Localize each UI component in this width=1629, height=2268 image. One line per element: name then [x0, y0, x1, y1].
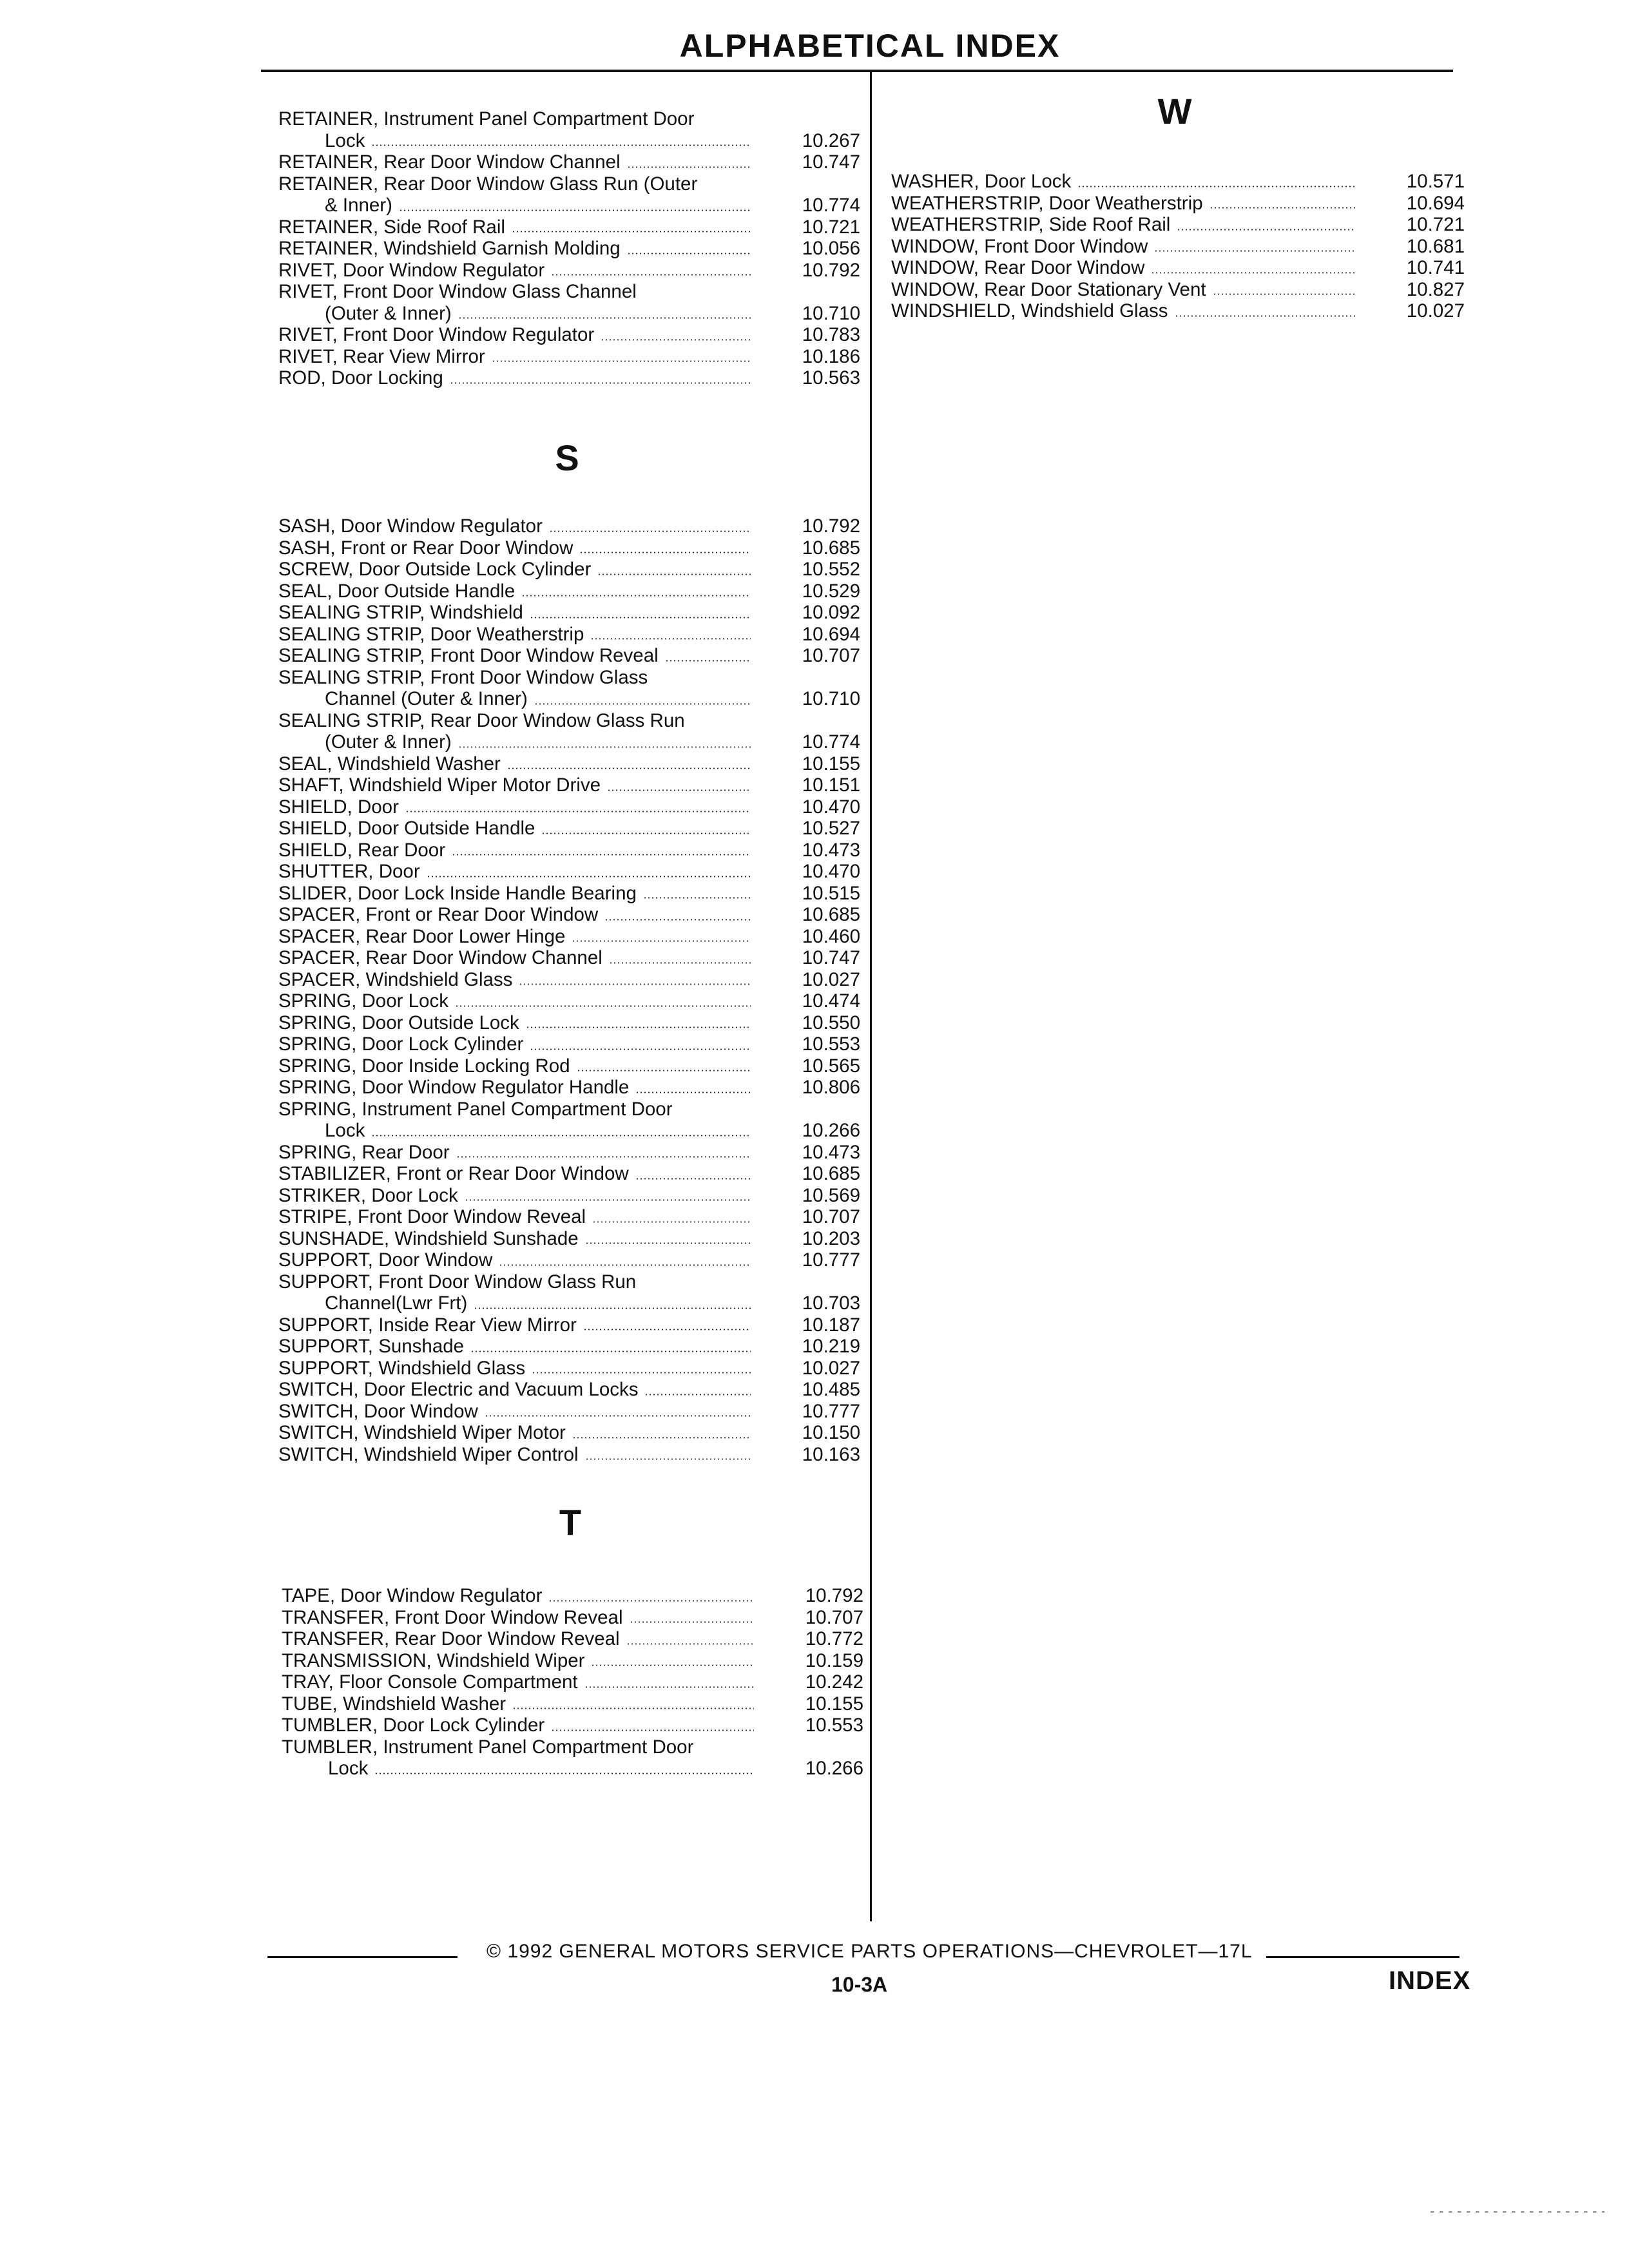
index-section-s: [278, 515, 860, 1465]
entry-term: SCREW, Door Outside Lock Cylinder: [278, 559, 592, 580]
section-label: INDEX: [1389, 1966, 1471, 1995]
entry-term-continued: (Outer & Inner): [325, 302, 452, 324]
dot-leader: [630, 1621, 754, 1623]
entry-term: SPRING, Door Outside Lock: [278, 1012, 519, 1033]
dot-leader: [452, 854, 751, 856]
dot-leader: [530, 1048, 750, 1050]
dot-leader: [604, 919, 751, 921]
entry-page-ref: 10.219: [802, 1336, 860, 1357]
dot-leader: [521, 595, 750, 597]
entry-term: WEATHERSTRIP, Door Weatherstrip: [891, 192, 1203, 214]
index-entry: [278, 151, 860, 173]
entry-term: WINDOW, Rear Door Window: [891, 257, 1145, 278]
entry-term: SWITCH, Door Electric and Vacuum Locks: [278, 1379, 639, 1400]
entry-page-ref: 10.485: [802, 1379, 860, 1400]
page-title: ALPHABETICAL INDEX: [679, 28, 1061, 64]
index-entry: [278, 861, 860, 883]
dot-leader: [534, 703, 751, 705]
dot-leader: [597, 573, 750, 575]
entry-page-ref: 10.685: [802, 904, 860, 925]
index-entry: [278, 774, 860, 796]
entry-term: SPRING, Door Lock Cylinder: [278, 1033, 524, 1055]
dot-leader: [1154, 250, 1354, 252]
dot-leader: [399, 209, 751, 211]
entry-page-ref: 10.186: [802, 345, 860, 367]
index-entry: [278, 1033, 860, 1055]
entry-page-ref: 10.721: [1406, 214, 1465, 235]
index-entry: [278, 1422, 860, 1444]
entry-page-ref: 10.710: [802, 302, 860, 324]
section-letter-w: W: [1157, 91, 1192, 131]
entry-page-ref: 10.774: [802, 195, 860, 216]
index-entry: [278, 216, 860, 238]
index-entry: [278, 1055, 860, 1077]
dot-leader: [635, 1091, 750, 1093]
entry-term: SLIDER, Door Lock Inside Handle Bearing: [278, 882, 637, 904]
entry-term: SPRING, Rear Door: [278, 1141, 450, 1163]
index-entry: [278, 108, 860, 151]
entry-term: SEALING STRIP, Door Weatherstrip: [278, 623, 584, 645]
entry-term: SPRING, Door Inside Locking Rod: [278, 1055, 570, 1077]
entry-page-ref: 10.027: [802, 968, 860, 990]
entry-term: TUMBLER, Instrument Panel Compartment Door: [282, 1736, 694, 1758]
entry-page-ref: 10.792: [805, 1585, 863, 1606]
entry-page-ref: 10.707: [802, 645, 860, 666]
index-section-t: [282, 1585, 863, 1780]
index-entry: [278, 602, 860, 624]
entry-term: TAPE, Door Window Regulator: [282, 1585, 543, 1606]
index-entry: [278, 926, 860, 948]
entry-term: SUNSHADE, Windshield Sunshade: [278, 1227, 579, 1249]
entry-page-ref: 10.550: [802, 1012, 860, 1033]
entry-term: RIVET, Front Door Window Glass Channel: [278, 281, 637, 302]
entry-term: SPACER, Rear Door Lower Hinge: [278, 925, 566, 947]
entry-page-ref: 10.569: [802, 1184, 860, 1206]
dot-leader: [1210, 207, 1355, 209]
footer-rule-left: [267, 1956, 458, 1958]
index-entry: [278, 1163, 860, 1185]
entry-term: TUMBLER, Door Lock Cylinder: [282, 1715, 545, 1736]
entry-page-ref: 10.747: [802, 947, 860, 968]
entry-term: SEAL, Door Outside Handle: [278, 580, 516, 602]
entry-term: SUPPORT, Sunshade: [278, 1336, 465, 1357]
index-entry: [278, 947, 860, 969]
entry-term: RIVET, Door Window Regulator: [278, 259, 545, 281]
entry-page-ref: 10.155: [802, 753, 860, 774]
entry-term: SHIELD, Door Outside Handle: [278, 818, 535, 839]
entry-page-ref: 10.710: [802, 688, 860, 709]
entry-term-continued: Lock: [325, 130, 365, 151]
entry-page-ref: 10.242: [805, 1671, 863, 1693]
entry-page-ref: 10.092: [802, 602, 860, 623]
index-entry: [278, 1206, 860, 1228]
index-entry: [278, 1379, 860, 1401]
index-entry: [278, 324, 860, 346]
entry-page-ref: 10.565: [802, 1055, 860, 1077]
entry-term: SWITCH, Door Window: [278, 1400, 478, 1422]
entry-page-ref: 10.267: [802, 130, 860, 151]
entry-term: RETAINER, Side Roof Rail: [278, 216, 505, 238]
index-entry: [278, 624, 860, 646]
index-entry: [278, 969, 860, 991]
scan-artifact-line: [1431, 2211, 1605, 2213]
dot-leader: [450, 382, 751, 384]
entry-page-ref: 10.266: [802, 1120, 860, 1141]
entry-page-ref: 10.515: [802, 882, 860, 904]
entry-term: SHUTTER, Door: [278, 861, 420, 882]
dot-leader: [532, 1372, 751, 1374]
dot-leader: [548, 1600, 753, 1602]
entry-page-ref: 10.707: [805, 1606, 863, 1628]
dot-leader: [551, 274, 751, 276]
dot-leader: [455, 1005, 751, 1007]
dot-leader: [590, 638, 750, 640]
entry-page-ref: 10.806: [802, 1077, 860, 1098]
entry-page-ref: 10.527: [802, 818, 860, 839]
index-entry: [278, 818, 860, 840]
entry-term-continued: Lock: [325, 1120, 365, 1141]
entry-page-ref: 10.473: [802, 839, 860, 861]
entry-term: SEALING STRIP, Rear Door Window Glass Run: [278, 709, 685, 731]
dot-leader: [405, 811, 751, 812]
dot-leader: [485, 1415, 751, 1417]
index-entry: [278, 1228, 860, 1250]
index-entry: [278, 1336, 860, 1358]
dot-leader: [585, 1242, 751, 1244]
index-entry: [278, 796, 860, 818]
title-rule: [261, 70, 1453, 72]
dot-leader: [549, 530, 751, 532]
entry-term: SEAL, Windshield Washer: [278, 753, 501, 774]
dot-leader: [512, 1707, 754, 1709]
index-entry: [278, 1444, 860, 1466]
entry-term: RIVET, Rear View Mirror: [278, 345, 485, 367]
entry-term: TRANSMISSION, Windshield Wiper: [282, 1649, 585, 1671]
entry-page-ref: 10.552: [802, 559, 860, 580]
index-entry: [278, 904, 860, 926]
dot-leader: [577, 1070, 751, 1072]
dot-leader: [591, 1664, 753, 1666]
index-entry: [278, 367, 860, 389]
entry-page-ref: 10.553: [805, 1715, 863, 1736]
dot-leader: [427, 876, 751, 878]
dot-leader: [456, 1156, 751, 1158]
footer-rule-right: [1266, 1956, 1460, 1958]
dot-leader: [1077, 186, 1355, 187]
entry-term: SUPPORT, Windshield Glass: [278, 1357, 526, 1379]
entry-term: SPACER, Windshield Glass: [278, 968, 513, 990]
entry-page-ref: 10.460: [802, 925, 860, 947]
entry-term: RIVET, Front Door Window Regulator: [278, 324, 595, 345]
dot-leader: [371, 1135, 750, 1137]
entry-term: ROD, Door Locking: [278, 367, 443, 389]
dot-leader: [572, 940, 750, 942]
entry-page-ref: 10.027: [802, 1357, 860, 1379]
dot-leader: [470, 1350, 751, 1352]
entry-term: SUPPORT, Door Window: [278, 1249, 493, 1271]
index-entry: [278, 260, 860, 282]
index-entry: [278, 840, 860, 861]
dot-leader: [583, 1329, 751, 1331]
index-entry: [891, 236, 1465, 258]
dot-leader: [530, 617, 751, 619]
entry-term: WASHER, Door Lock: [891, 171, 1072, 192]
entry-term-continued: (Outer & Inner): [325, 731, 452, 753]
entry-page-ref: 10.707: [802, 1206, 860, 1227]
dot-leader: [499, 1264, 751, 1266]
index-entry: [278, 1314, 860, 1336]
dot-leader: [458, 746, 751, 748]
index-entry: [278, 1099, 860, 1142]
index-entry: [278, 667, 860, 710]
index-entry: [278, 753, 860, 775]
dot-leader: [609, 962, 751, 964]
entry-page-ref: 10.741: [1406, 257, 1465, 278]
entry-term: STABILIZER, Front or Rear Door Window: [278, 1163, 629, 1184]
entry-term-continued: Lock: [328, 1758, 369, 1779]
dot-leader: [465, 1199, 751, 1201]
entry-page-ref: 10.694: [1406, 192, 1465, 214]
entry-term: TRAY, Floor Console Compartment: [282, 1671, 578, 1693]
index-entry: [278, 1077, 860, 1099]
entry-term: TUBE, Windshield Washer: [282, 1693, 506, 1715]
entry-page-ref: 10.474: [802, 990, 860, 1012]
dot-leader: [607, 789, 751, 791]
index-entry: [891, 300, 1465, 322]
index-entry: [278, 1012, 860, 1034]
entry-page-ref: 10.266: [805, 1758, 863, 1779]
entry-term: SASH, Door Window Regulator: [278, 515, 543, 537]
dot-leader: [371, 144, 750, 146]
index-entry: [278, 1401, 860, 1423]
entry-term: SEALING STRIP, Front Door Window Glass: [278, 666, 648, 688]
index-entry: [278, 883, 860, 905]
entry-page-ref: 10.473: [802, 1141, 860, 1163]
dot-leader: [1151, 272, 1354, 274]
entry-page-ref: 10.056: [802, 238, 860, 259]
index-entry: [282, 1671, 863, 1693]
entry-page-ref: 10.681: [1406, 235, 1465, 257]
entry-page-ref: 10.470: [802, 796, 860, 818]
entry-page-ref: 10.783: [802, 324, 860, 345]
index-entry: [278, 1358, 860, 1379]
dot-leader: [458, 317, 751, 319]
entry-term: SWITCH, Windshield Wiper Motor: [278, 1422, 566, 1443]
entry-page-ref: 10.159: [805, 1649, 863, 1671]
entry-page-ref: 10.685: [802, 1163, 860, 1184]
entry-page-ref: 10.150: [802, 1422, 860, 1443]
entry-page-ref: 10.772: [805, 1628, 863, 1649]
entry-page-ref: 10.694: [802, 623, 860, 645]
entry-term: RETAINER, Rear Door Window Glass Run (Outer: [278, 173, 698, 195]
entry-page-ref: 10.703: [802, 1293, 860, 1314]
dot-leader: [512, 231, 751, 233]
index-entry: [282, 1628, 863, 1650]
index-entry: [282, 1736, 863, 1780]
index-entry: [891, 171, 1465, 193]
index-entry: [891, 279, 1465, 301]
entry-term: SPRING, Door Window Regulator Handle: [278, 1077, 630, 1098]
dot-leader: [492, 360, 751, 362]
dot-leader: [579, 552, 750, 553]
index-entry: [278, 537, 860, 559]
dot-leader: [585, 1458, 751, 1460]
entry-page-ref: 10.792: [802, 259, 860, 281]
footer-copyright: © 1992 GENERAL MOTORS SERVICE PARTS OPERATIONS—CHEVROLET—17L: [487, 1941, 1253, 1962]
entry-term: SHIELD, Rear Door: [278, 839, 446, 861]
dot-leader: [541, 832, 750, 834]
index-entry: [278, 173, 860, 216]
index-entry: [282, 1607, 863, 1629]
entry-page-ref: 10.777: [802, 1400, 860, 1422]
entry-term: RETAINER, Windshield Garnish Molding: [278, 238, 621, 259]
dot-leader: [474, 1307, 750, 1309]
entry-term: WINDSHIELD, Windshield Glass: [891, 300, 1168, 322]
entry-page-ref: 10.163: [802, 1443, 860, 1465]
index-entry: [278, 1185, 860, 1207]
dot-leader: [572, 1437, 751, 1439]
entry-page-ref: 10.155: [805, 1693, 863, 1715]
dot-leader: [1177, 229, 1354, 231]
index-entry: [282, 1650, 863, 1672]
index-entry: [278, 281, 860, 324]
entry-page-ref: 10.777: [802, 1249, 860, 1271]
index-entry: [278, 1142, 860, 1164]
index-entry: [282, 1715, 863, 1736]
index-entry: [282, 1693, 863, 1715]
entry-term: SWITCH, Windshield Wiper Control: [278, 1443, 579, 1465]
index-entry: [278, 645, 860, 667]
entry-page-ref: 10.747: [802, 151, 860, 173]
index-entry: [278, 515, 860, 537]
entry-term: STRIPE, Front Door Window Reveal: [278, 1206, 586, 1227]
index-entry: [891, 257, 1465, 279]
entry-term: SEALING STRIP, Windshield: [278, 602, 523, 623]
index-section-w: [891, 171, 1465, 322]
page-number: 10-3A: [831, 1973, 888, 1996]
index-section-r: [278, 108, 860, 389]
dot-leader: [551, 1729, 754, 1731]
entry-page-ref: 10.027: [1406, 300, 1465, 322]
dot-leader: [601, 339, 751, 341]
entry-term: SPACER, Rear Door Window Channel: [278, 947, 602, 968]
dot-leader: [507, 767, 751, 769]
entry-page-ref: 10.721: [802, 216, 860, 238]
index-entry: [891, 214, 1465, 236]
entry-term-continued: Channel(Lwr Frt): [325, 1293, 468, 1314]
entry-page-ref: 10.470: [802, 861, 860, 882]
entry-page-ref: 10.529: [802, 580, 860, 602]
entry-term-continued: Channel (Outer & Inner): [325, 688, 528, 709]
dot-leader: [627, 166, 751, 168]
entry-term: SUPPORT, Front Door Window Glass Run: [278, 1271, 637, 1293]
entry-term: WINDOW, Front Door Window: [891, 235, 1148, 257]
entry-page-ref: 10.774: [802, 731, 860, 753]
entry-term: SUPPORT, Inside Rear View Mirror: [278, 1314, 577, 1336]
section-letter-t: T: [559, 1502, 582, 1542]
entry-page-ref: 10.203: [802, 1227, 860, 1249]
entry-page-ref: 10.187: [802, 1314, 860, 1336]
entry-page-ref: 10.827: [1406, 278, 1465, 300]
index-entry: [278, 238, 860, 260]
dot-leader: [374, 1773, 753, 1774]
dot-leader: [526, 1026, 751, 1028]
index-entry: [278, 559, 860, 581]
dot-leader: [584, 1686, 754, 1688]
entry-term: SPRING, Door Lock: [278, 990, 448, 1012]
entry-term: SHAFT, Windshield Wiper Motor Drive: [278, 774, 601, 796]
index-entry: [278, 1271, 860, 1314]
entry-page-ref: 10.553: [802, 1033, 860, 1055]
entry-term: SPACER, Front or Rear Door Window: [278, 904, 599, 925]
dot-leader: [635, 1178, 751, 1180]
entry-page-ref: 10.563: [802, 367, 860, 389]
entry-term: TRANSFER, Front Door Window Reveal: [282, 1606, 623, 1628]
entry-term: STRIKER, Door Lock: [278, 1184, 458, 1206]
entry-page-ref: 10.151: [802, 774, 860, 796]
dot-leader: [519, 983, 750, 985]
index-entry: [278, 1249, 860, 1271]
entry-term-continued: & Inner): [325, 195, 392, 216]
index-entry: [891, 193, 1465, 215]
dot-leader: [1213, 293, 1355, 295]
dot-leader: [592, 1221, 751, 1223]
entry-term: RETAINER, Rear Door Window Channel: [278, 151, 621, 173]
dot-leader: [1175, 315, 1355, 317]
index-entry: [282, 1585, 863, 1607]
entry-term: SHIELD, Door: [278, 796, 399, 818]
index-entry: [278, 990, 860, 1012]
section-letter-s: S: [555, 437, 579, 478]
index-entry: [278, 710, 860, 753]
index-entry: [278, 346, 860, 368]
dot-leader: [644, 1394, 750, 1396]
entry-term: WINDOW, Rear Door Stationary Vent: [891, 278, 1206, 300]
dot-leader: [643, 897, 751, 899]
entry-term: TRANSFER, Rear Door Window Reveal: [282, 1628, 620, 1649]
dot-leader: [626, 1643, 754, 1645]
entry-page-ref: 10.685: [802, 537, 860, 559]
column-divider: [870, 72, 872, 1921]
entry-term: WEATHERSTRIP, Side Roof Rail: [891, 214, 1171, 235]
entry-page-ref: 10.571: [1406, 171, 1465, 192]
entry-term: RETAINER, Instrument Panel Compartment Door: [278, 108, 695, 130]
entry-term: SASH, Front or Rear Door Window: [278, 537, 574, 559]
entry-page-ref: 10.792: [802, 515, 860, 537]
entry-term: SEALING STRIP, Front Door Window Reveal: [278, 645, 659, 666]
index-entry: [278, 581, 860, 602]
entry-term: SPRING, Instrument Panel Compartment Door: [278, 1098, 673, 1120]
dot-leader: [665, 660, 751, 662]
dot-leader: [627, 253, 751, 255]
